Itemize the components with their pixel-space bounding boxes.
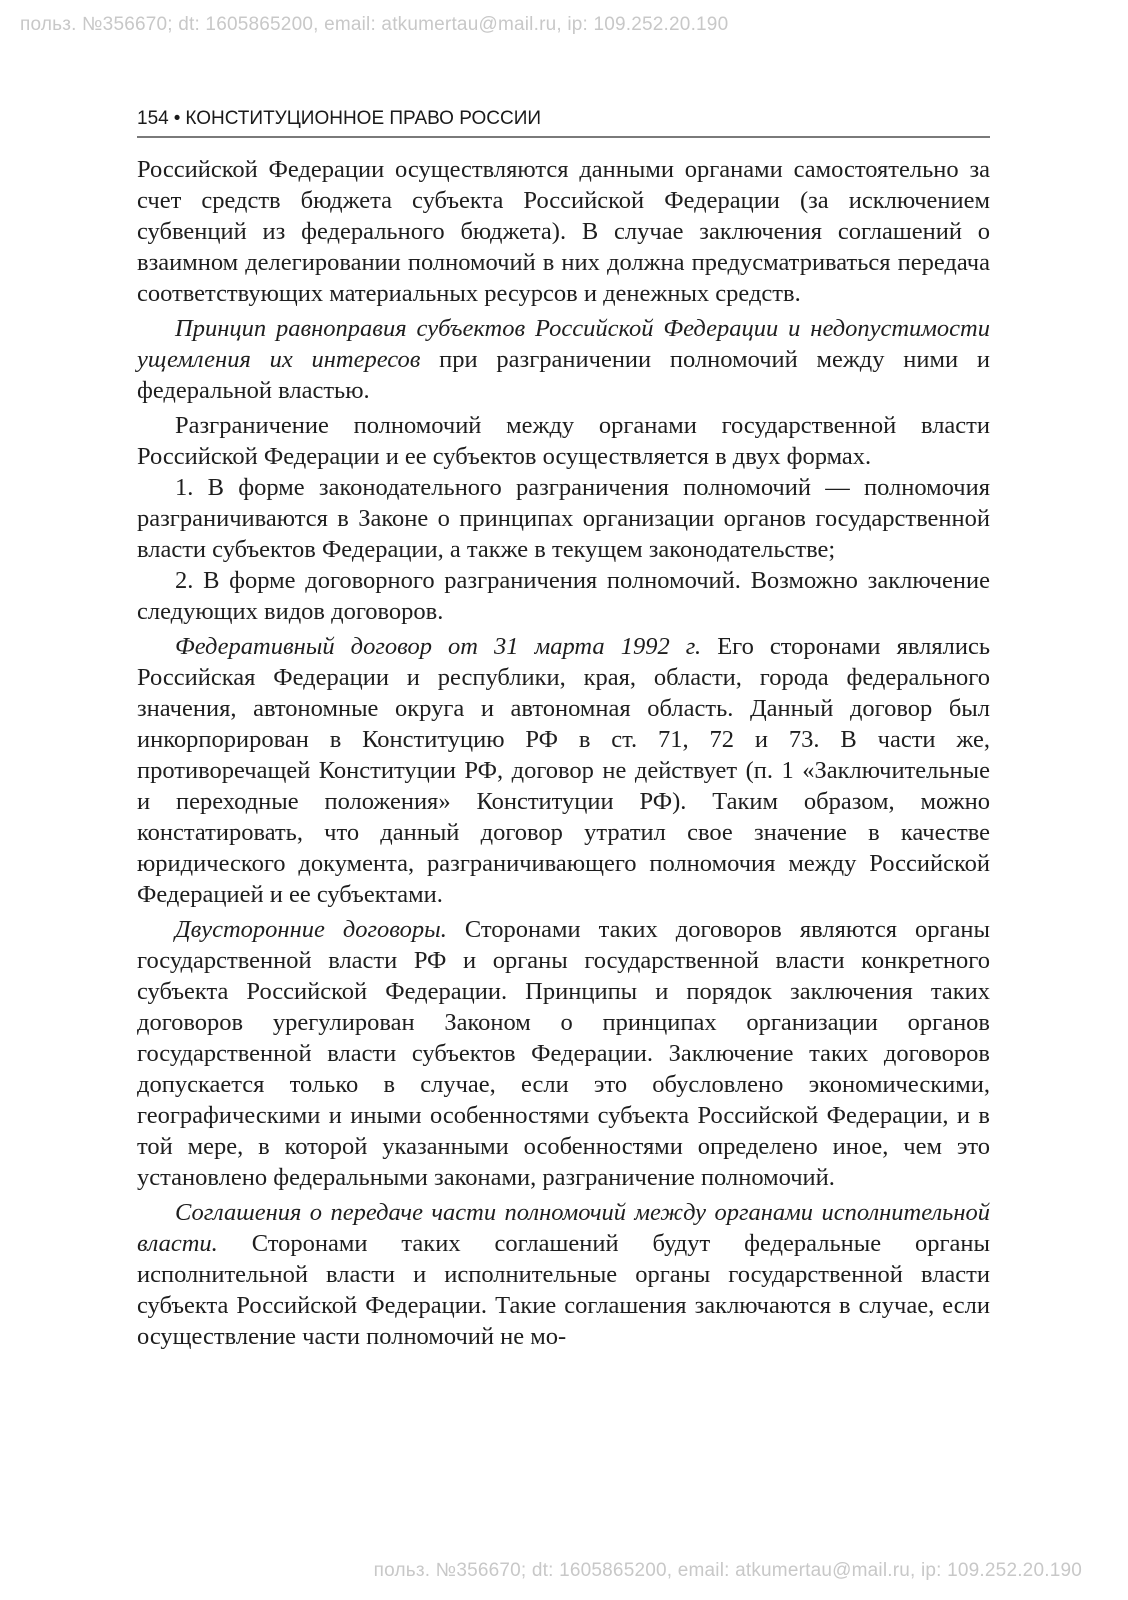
page-number: 154 <box>137 108 169 129</box>
paragraph-5-text: 2. В форме договорного разграничения полномочий. Возможно заключение следующих видов договоров. <box>137 567 990 625</box>
paragraph-5 <box>137 565 990 627</box>
book-title: КОНСТИТУЦИОННОЕ ПРАВО РОССИИ <box>185 108 542 129</box>
paragraph-6 <box>137 631 990 910</box>
paragraph-8-italic: Соглашения о передаче части полномочий между органами исполнительной власти. <box>137 1199 990 1257</box>
paragraph-6-italic: Федеративный договор от 31 марта 1992 г. <box>175 633 702 660</box>
paragraph-7 <box>137 914 990 1193</box>
paragraph-6-text: Его сторонами являлись Российская Федерации и республики, края, области, города федерального значения, автономные округа и автономная область. Данный договор был инкорпорирован в Конституцию РФ в ст. 71, 72 и 73. В части же, противоречащей Конституции РФ, договор не действует (п. 1 «Заключительные и переходные положения» Конституции РФ). Таким образом, можно констатировать, что данный договор утратил свое значение в качестве юридического документа, разграничивающего полномочия между Российской Федерацией и ее субъектами. <box>137 633 990 908</box>
paragraph-1 <box>137 154 990 309</box>
page-body <box>137 154 990 1352</box>
paragraph-2-text: при разграничении полномочий между ними и федеральной властью. <box>137 346 990 404</box>
paragraph-1-text: Российской Федерации осуществляются данными органами самостоятельно за счет средств бюджета субъекта Российской Федерации (за исключением субвенций из федерального бюджета). В случае заключения соглашений о взаимном делегировании полномочий в них должна предусматриваться передача соответствующих материальных ресурсов и денежных средств. <box>137 156 990 307</box>
paragraph-4 <box>137 472 990 565</box>
paragraph-2 <box>137 313 990 406</box>
paragraph-8 <box>137 1197 990 1352</box>
paragraph-2-italic: Принцип равноправия субъектов Российской Федерации и недопустимости ущемления их интересов <box>137 315 990 373</box>
watermark-top: польз. №356670; dt: 1605865200, email: atkumertau@mail.ru, ip: 109.252.20.190 <box>20 14 729 35</box>
paragraph-7-italic: Двусторонние договоры. <box>175 916 447 943</box>
paragraph-3 <box>137 410 990 472</box>
watermark-bottom: польз. №356670; dt: 1605865200, email: atkumertau@mail.ru, ip: 109.252.20.190 <box>373 1560 1082 1581</box>
header-bullet: • <box>173 108 181 129</box>
paragraph-3-text: Разграничение полномочий между органами государственной власти Российской Федерации и ее субъектов осуществляется в двух формах. <box>137 412 990 470</box>
running-head <box>137 106 990 138</box>
paragraph-7-text: Сторонами таких договоров являются органы государственной власти РФ и органы государственной власти конкретного субъекта Российской Федерации. Принципы и порядок заключения таких договоров урегулирован Законом о принципах организации органов государственной власти субъектов Федерации. Заключение таких договоров допускается только в случае, если это обусловлено экономическими, географическими и иными особенностями субъекта Российской Федерации, и в той мере, в которой указанными особенностями определено иное, чем это установлено федеральными законами, разграничение полномочий. <box>137 916 990 1191</box>
paragraph-4-text: 1. В форме законодательного разграничения полномочий — полномочия разграничиваются в Законе о принципах организации органов государственной власти субъектов Федерации, а также в текущем законодательстве; <box>137 474 990 563</box>
paragraph-8-text: Сторонами таких соглашений будут федеральные органы исполнительной власти и исполнительные органы государственной власти субъекта Российской Федерации. Такие соглашения заключаются в случае, если осуществление части полномочий не мо- <box>137 1230 990 1350</box>
